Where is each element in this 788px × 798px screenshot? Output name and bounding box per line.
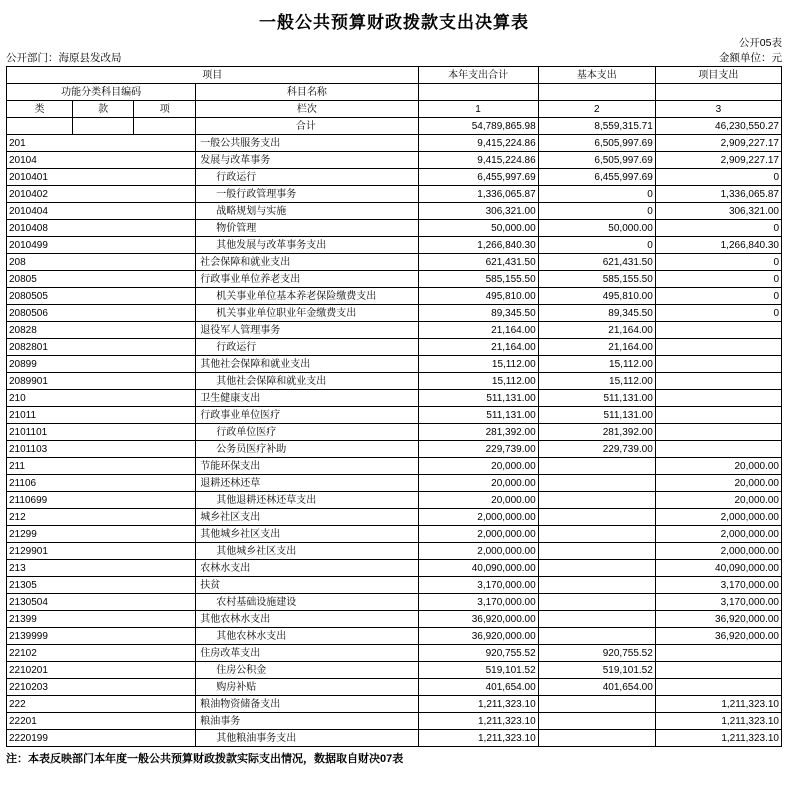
table-row [7, 390, 782, 407]
row-function-code: 201 [7, 135, 196, 152]
total-row-kuan [73, 118, 134, 135]
table-container [0, 66, 788, 747]
form-code-line [0, 36, 788, 51]
table-row [7, 135, 782, 152]
header-basic-expenditure: 基本支出 [538, 67, 655, 84]
row-subject-name: 发展与改革事务 [196, 152, 418, 169]
row-project-expenditure: 0 [655, 169, 781, 186]
row-project-expenditure [655, 407, 781, 424]
row-subject-name: 住房改革支出 [196, 645, 418, 662]
table-row [7, 696, 782, 713]
row-subject-name: 扶贫 [196, 577, 418, 594]
header-row-2 [7, 84, 782, 101]
table-row [7, 713, 782, 730]
row-subject-name: 节能环保支出 [196, 458, 418, 475]
amount-unit-label: 金额单位：元 [719, 52, 782, 64]
header-col-xiang: 项 [134, 101, 196, 118]
row-total-expenditure: 36,920,000.00 [418, 611, 538, 628]
total-row-project: 46,230,550.27 [655, 118, 781, 135]
row-project-expenditure [655, 441, 781, 458]
row-total-expenditure: 495,810.00 [418, 288, 538, 305]
table-head [7, 67, 782, 118]
row-basic-expenditure: 0 [538, 203, 655, 220]
row-function-code: 20805 [7, 271, 196, 288]
department-unit-line [0, 51, 788, 66]
header-total-expenditure: 本年支出合计 [418, 67, 538, 84]
table-row [7, 339, 782, 356]
row-subject-name: 粮油事务 [196, 713, 418, 730]
row-total-expenditure: 20,000.00 [418, 492, 538, 509]
row-function-code: 213 [7, 560, 196, 577]
row-basic-expenditure: 281,392.00 [538, 424, 655, 441]
total-row-total: 54,789,865.98 [418, 118, 538, 135]
row-basic-expenditure [538, 577, 655, 594]
row-basic-expenditure: 6,455,997.69 [538, 169, 655, 186]
expenditure-table [6, 66, 782, 747]
total-row-basic: 8,559,315.71 [538, 118, 655, 135]
row-basic-expenditure: 920,755.52 [538, 645, 655, 662]
table-row [7, 577, 782, 594]
row-project-expenditure: 36,920,000.00 [655, 628, 781, 645]
row-subject-name: 行政运行 [196, 339, 418, 356]
row-basic-expenditure [538, 526, 655, 543]
table-row [7, 220, 782, 237]
table-row [7, 458, 782, 475]
row-project-expenditure: 1,266,840.30 [655, 237, 781, 254]
row-basic-expenditure: 229,739.00 [538, 441, 655, 458]
row-function-code: 2080505 [7, 288, 196, 305]
row-total-expenditure: 401,654.00 [418, 679, 538, 696]
table-row [7, 186, 782, 203]
row-basic-expenditure: 15,112.00 [538, 373, 655, 390]
header-col-lei: 类 [7, 101, 73, 118]
row-project-expenditure: 20,000.00 [655, 475, 781, 492]
department-label: 公开部门：海原县发改局 [6, 52, 122, 64]
row-subject-name: 机关事业单位基本养老保险缴费支出 [196, 288, 418, 305]
row-function-code: 21305 [7, 577, 196, 594]
row-subject-name: 战略规划与实施 [196, 203, 418, 220]
row-project-expenditure: 2,909,227.17 [655, 135, 781, 152]
row-total-expenditure: 920,755.52 [418, 645, 538, 662]
table-row [7, 594, 782, 611]
table-row [7, 526, 782, 543]
row-total-expenditure: 3,170,000.00 [418, 594, 538, 611]
page-title: 一般公共预算财政拨款支出决算表 [259, 13, 529, 32]
row-basic-expenditure: 21,164.00 [538, 322, 655, 339]
total-row-lei [7, 118, 73, 135]
table-row [7, 628, 782, 645]
row-function-code: 2210203 [7, 679, 196, 696]
row-function-code: 20899 [7, 356, 196, 373]
row-project-expenditure: 306,321.00 [655, 203, 781, 220]
row-total-expenditure: 15,112.00 [418, 356, 538, 373]
header-col-row-label: 栏次 [196, 101, 418, 118]
row-total-expenditure: 511,131.00 [418, 407, 538, 424]
row-basic-expenditure [538, 713, 655, 730]
row-subject-name: 退役军人管理事务 [196, 322, 418, 339]
row-project-expenditure: 3,170,000.00 [655, 594, 781, 611]
row-function-code: 2010402 [7, 186, 196, 203]
row-total-expenditure: 1,211,323.10 [418, 696, 538, 713]
row-function-code: 2110699 [7, 492, 196, 509]
row-function-code: 2220199 [7, 730, 196, 747]
row-total-expenditure: 20,000.00 [418, 475, 538, 492]
row-subject-name: 其他农林水支出 [196, 628, 418, 645]
row-function-code: 21399 [7, 611, 196, 628]
row-basic-expenditure: 50,000.00 [538, 220, 655, 237]
row-subject-name: 物价管理 [196, 220, 418, 237]
row-basic-expenditure [538, 628, 655, 645]
row-total-expenditure: 1,211,323.10 [418, 713, 538, 730]
table-row [7, 305, 782, 322]
row-subject-name: 城乡社区支出 [196, 509, 418, 526]
row-project-expenditure: 36,920,000.00 [655, 611, 781, 628]
row-subject-name: 农林水支出 [196, 560, 418, 577]
row-basic-expenditure: 511,131.00 [538, 390, 655, 407]
row-project-expenditure: 0 [655, 254, 781, 271]
row-basic-expenditure: 0 [538, 186, 655, 203]
row-project-expenditure: 1,336,065.87 [655, 186, 781, 203]
row-total-expenditure: 2,000,000.00 [418, 526, 538, 543]
row-subject-name: 一般行政管理事务 [196, 186, 418, 203]
row-project-expenditure [655, 390, 781, 407]
row-subject-name: 卫生健康支出 [196, 390, 418, 407]
row-project-expenditure [655, 679, 781, 696]
form-code: 公开05表 [738, 37, 782, 49]
row-function-code: 2139999 [7, 628, 196, 645]
row-project-expenditure [655, 373, 781, 390]
row-total-expenditure: 1,266,840.30 [418, 237, 538, 254]
row-basic-expenditure: 6,505,997.69 [538, 135, 655, 152]
row-basic-expenditure: 495,810.00 [538, 288, 655, 305]
row-basic-expenditure: 621,431.50 [538, 254, 655, 271]
row-basic-expenditure: 0 [538, 237, 655, 254]
row-basic-expenditure [538, 560, 655, 577]
table-body [7, 118, 782, 747]
row-subject-name: 公务员医疗补助 [196, 441, 418, 458]
row-function-code: 2010401 [7, 169, 196, 186]
row-subject-name: 一般公共服务支出 [196, 135, 418, 152]
row-basic-expenditure: 89,345.50 [538, 305, 655, 322]
row-basic-expenditure [538, 509, 655, 526]
total-row-xiang [134, 118, 196, 135]
row-total-expenditure: 621,431.50 [418, 254, 538, 271]
row-total-expenditure: 2,000,000.00 [418, 509, 538, 526]
table-row [7, 509, 782, 526]
row-basic-expenditure [538, 594, 655, 611]
row-function-code: 21106 [7, 475, 196, 492]
table-row [7, 560, 782, 577]
header-row-1 [7, 67, 782, 84]
row-function-code: 211 [7, 458, 196, 475]
row-project-expenditure: 40,090,000.00 [655, 560, 781, 577]
row-basic-expenditure: 21,164.00 [538, 339, 655, 356]
row-total-expenditure: 511,131.00 [418, 390, 538, 407]
table-row [7, 203, 782, 220]
total-row [7, 118, 782, 135]
row-function-code: 2082801 [7, 339, 196, 356]
header-project-expenditure: 项目支出 [655, 67, 781, 84]
header-total-spacer [418, 84, 538, 101]
row-subject-name: 行政事业单位养老支出 [196, 271, 418, 288]
row-function-code: 2130504 [7, 594, 196, 611]
row-project-expenditure: 2,000,000.00 [655, 543, 781, 560]
row-function-code: 2080506 [7, 305, 196, 322]
header-row-3 [7, 101, 782, 118]
row-total-expenditure: 306,321.00 [418, 203, 538, 220]
row-project-expenditure: 2,909,227.17 [655, 152, 781, 169]
row-function-code: 2101103 [7, 441, 196, 458]
table-row [7, 356, 782, 373]
row-basic-expenditure [538, 458, 655, 475]
row-project-expenditure: 0 [655, 288, 781, 305]
row-basic-expenditure: 6,505,997.69 [538, 152, 655, 169]
row-total-expenditure: 1,336,065.87 [418, 186, 538, 203]
row-subject-name: 行政运行 [196, 169, 418, 186]
row-subject-name: 其他农林水支出 [196, 611, 418, 628]
row-project-expenditure: 0 [655, 271, 781, 288]
row-function-code: 2010404 [7, 203, 196, 220]
row-project-expenditure: 0 [655, 305, 781, 322]
row-basic-expenditure [538, 611, 655, 628]
table-row [7, 730, 782, 747]
row-total-expenditure: 585,155.50 [418, 271, 538, 288]
row-function-code: 222 [7, 696, 196, 713]
row-basic-expenditure: 519,101.52 [538, 662, 655, 679]
table-row [7, 254, 782, 271]
row-project-expenditure: 1,211,323.10 [655, 713, 781, 730]
header-col-number-3: 3 [655, 101, 781, 118]
row-function-code: 21299 [7, 526, 196, 543]
row-function-code: 2089901 [7, 373, 196, 390]
row-total-expenditure: 89,345.50 [418, 305, 538, 322]
row-basic-expenditure [538, 696, 655, 713]
row-total-expenditure: 281,392.00 [418, 424, 538, 441]
header-subject-name: 科目名称 [196, 84, 418, 101]
table-row [7, 373, 782, 390]
table-row [7, 152, 782, 169]
row-subject-name: 机关事业单位职业年金缴费支出 [196, 305, 418, 322]
table-row [7, 543, 782, 560]
row-basic-expenditure [538, 475, 655, 492]
row-total-expenditure: 50,000.00 [418, 220, 538, 237]
row-subject-name: 农村基础设施建设 [196, 594, 418, 611]
row-project-expenditure [655, 356, 781, 373]
header-function-code-group: 功能分类科目编码 [7, 84, 196, 101]
row-subject-name: 其他城乡社区支出 [196, 526, 418, 543]
row-function-code: 2210201 [7, 662, 196, 679]
row-subject-name: 行政事业单位医疗 [196, 407, 418, 424]
row-project-expenditure [655, 339, 781, 356]
row-total-expenditure: 6,455,997.69 [418, 169, 538, 186]
row-project-expenditure: 20,000.00 [655, 492, 781, 509]
row-total-expenditure: 229,739.00 [418, 441, 538, 458]
row-project-expenditure: 20,000.00 [655, 458, 781, 475]
total-row-label: 合计 [196, 118, 418, 135]
header-basic-spacer [538, 84, 655, 101]
row-total-expenditure: 519,101.52 [418, 662, 538, 679]
row-function-code: 2101101 [7, 424, 196, 441]
row-basic-expenditure [538, 730, 655, 747]
row-total-expenditure: 21,164.00 [418, 322, 538, 339]
row-project-expenditure: 2,000,000.00 [655, 526, 781, 543]
row-function-code: 2129901 [7, 543, 196, 560]
row-project-expenditure: 1,211,323.10 [655, 696, 781, 713]
row-total-expenditure: 40,090,000.00 [418, 560, 538, 577]
row-basic-expenditure: 401,654.00 [538, 679, 655, 696]
table-row [7, 611, 782, 628]
row-total-expenditure: 3,170,000.00 [418, 577, 538, 594]
row-function-code: 210 [7, 390, 196, 407]
row-total-expenditure: 1,211,323.10 [418, 730, 538, 747]
row-total-expenditure: 9,415,224.86 [418, 135, 538, 152]
row-total-expenditure: 36,920,000.00 [418, 628, 538, 645]
header-item-group: 项目 [7, 67, 419, 84]
row-function-code: 22102 [7, 645, 196, 662]
row-subject-name: 其他退耕还林还草支出 [196, 492, 418, 509]
row-total-expenditure: 2,000,000.00 [418, 543, 538, 560]
row-function-code: 22201 [7, 713, 196, 730]
table-row [7, 322, 782, 339]
table-row [7, 662, 782, 679]
row-subject-name: 社会保障和就业支出 [196, 254, 418, 271]
row-project-expenditure: 2,000,000.00 [655, 509, 781, 526]
row-subject-name: 其他社会保障和就业支出 [196, 356, 418, 373]
table-row [7, 679, 782, 696]
header-col-number-1: 1 [418, 101, 538, 118]
table-row [7, 492, 782, 509]
row-project-expenditure: 3,170,000.00 [655, 577, 781, 594]
row-project-expenditure: 0 [655, 220, 781, 237]
table-row [7, 407, 782, 424]
row-project-expenditure [655, 662, 781, 679]
row-total-expenditure: 20,000.00 [418, 458, 538, 475]
header-col-kuan: 款 [73, 101, 134, 118]
footer-note: 注：本表反映部门本年度一般公共预算财政拨款实际支出情况，数据取自财决07表 [6, 753, 404, 765]
row-project-expenditure [655, 645, 781, 662]
row-function-code: 2010499 [7, 237, 196, 254]
row-basic-expenditure: 15,112.00 [538, 356, 655, 373]
table-row [7, 271, 782, 288]
row-subject-name: 购房补贴 [196, 679, 418, 696]
row-function-code: 208 [7, 254, 196, 271]
table-row [7, 288, 782, 305]
row-subject-name: 住房公积金 [196, 662, 418, 679]
row-subject-name: 其他粮油事务支出 [196, 730, 418, 747]
row-basic-expenditure: 585,155.50 [538, 271, 655, 288]
row-total-expenditure: 15,112.00 [418, 373, 538, 390]
row-basic-expenditure [538, 492, 655, 509]
row-function-code: 212 [7, 509, 196, 526]
table-row [7, 441, 782, 458]
row-subject-name: 其他社会保障和就业支出 [196, 373, 418, 390]
row-subject-name: 行政单位医疗 [196, 424, 418, 441]
row-basic-expenditure: 511,131.00 [538, 407, 655, 424]
table-row [7, 169, 782, 186]
row-project-expenditure: 1,211,323.10 [655, 730, 781, 747]
row-function-code: 20104 [7, 152, 196, 169]
row-project-expenditure [655, 322, 781, 339]
row-total-expenditure: 21,164.00 [418, 339, 538, 356]
row-subject-name: 退耕还林还草 [196, 475, 418, 492]
table-row [7, 645, 782, 662]
row-function-code: 2010408 [7, 220, 196, 237]
row-total-expenditure: 9,415,224.86 [418, 152, 538, 169]
table-row [7, 237, 782, 254]
row-function-code: 21011 [7, 407, 196, 424]
row-project-expenditure [655, 424, 781, 441]
header-col-number-2: 2 [538, 101, 655, 118]
row-basic-expenditure [538, 543, 655, 560]
row-subject-name: 粮油物资储备支出 [196, 696, 418, 713]
row-subject-name: 其他发展与改革事务支出 [196, 237, 418, 254]
row-subject-name: 其他城乡社区支出 [196, 543, 418, 560]
header-project-spacer [655, 84, 781, 101]
table-row [7, 475, 782, 492]
table-row [7, 424, 782, 441]
row-function-code: 20828 [7, 322, 196, 339]
